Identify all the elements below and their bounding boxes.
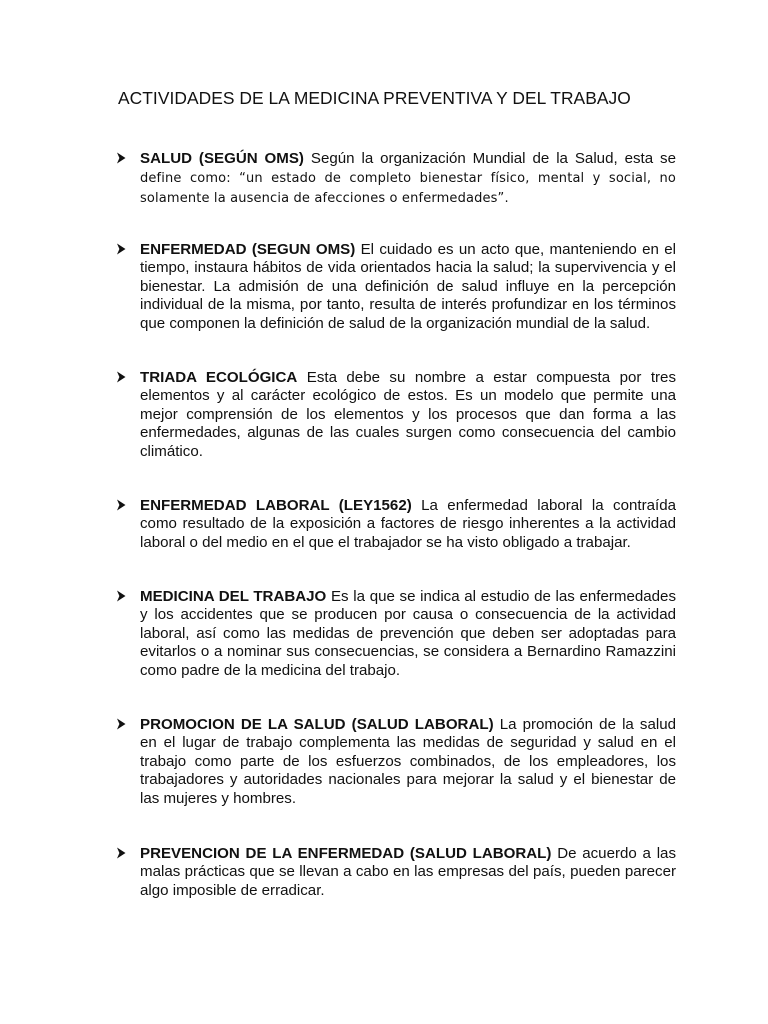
list-item-medicina-del-trabajo [116, 588, 676, 680]
arrowhead-bullet-icon [116, 152, 126, 164]
term-label: PROMOCION DE LA SALUD (SALUD LABORAL) [140, 716, 494, 733]
list-item-prevencion-de-la-enfermedad [116, 845, 676, 900]
list-item-salud [116, 150, 676, 208]
list-item-text [140, 369, 676, 461]
definition-text: Esta debe su nombre a estar compuesta por tres elementos y al carácter ecológico de estos. Es un modelo que permite una mejor comprensión de los elementos y los procesos que dan forma a las enfermedades, algunas de las cuales surgen como consecuencia del cambio climático. [140, 369, 676, 460]
definition-text: El cuidado es un acto que, manteniendo en el tiempo, instaura hábitos de vida orientados hacia la salud; la supervivencia y el bienestar. La admisión de una definición de salud influye en la percepción individual de la misma, por tanto, resulta de interés profundizar en los términos que componen la definición de salud de la organización mundial de la salud. [140, 241, 677, 332]
arrowhead-bullet-icon [116, 847, 126, 859]
term-label: ENFERMEDAD (SEGUN OMS) [140, 241, 356, 258]
list-item-enfermedad [116, 241, 676, 333]
list-item-text [140, 845, 676, 900]
arrowhead-bullet-icon [116, 371, 126, 383]
list-item-enfermedad-laboral [116, 497, 676, 552]
list-item-text [140, 497, 676, 552]
list-item-promocion-de-la-salud [116, 716, 676, 808]
term-label: PREVENCION DE LA ENFERMEDAD (SALUD LABORAL) [140, 845, 552, 862]
definition-text: Es la que se indica al estudio de las enfermedades y los accidentes que se producen por causa o consecuencia de la actividad laboral, así como las medidas de prevención que deben ser adoptadas para evitarlos o a nominar sus consecuencias, se considera a Bernardino Ramazzini como padre de la medicina del trabajo. [140, 588, 676, 679]
list-item-triada-ecologica [116, 369, 676, 461]
definition-text: Según la organización Mundial de la Salud, esta se [303, 150, 677, 167]
definition-text: La enfermedad laboral la contraída como resultado de la exposición a factores de riesgo inherentes a la actividad laboral o del medio en el que el trabajador se ha visto obligado a trabajar. [140, 497, 676, 551]
term-label: ENFERMEDAD LABORAL (LEY1562) [140, 497, 412, 514]
list-item-text [140, 241, 676, 333]
arrowhead-bullet-icon [116, 590, 126, 602]
document-title: ACTIVIDADES DE LA MEDICINA PREVENTIVA Y DEL TRABAJO [118, 88, 631, 108]
arrowhead-bullet-icon [116, 243, 126, 255]
term-label: SALUD (SEGÚN OMS) [140, 150, 304, 167]
term-label: TRIADA ECOLÓGICA [140, 369, 298, 386]
definition-quote: define como: “un estado de completo bienestar físico, mental y social, no solamente la ausencia de afecciones o enfermedades”. [140, 171, 676, 206]
list-item-text [140, 150, 676, 208]
list-item-text [140, 588, 676, 680]
definition-text: La promoción de la salud en el lugar de trabajo complementa las medidas de seguridad y salud en el trabajo como parte de los esfuerzos combinados, de los empleadores, los trabajadores y autoridades nacionales para mejorar la salud y el bienestar de las mujeres y hombres. [140, 716, 676, 807]
definition-text: De acuerdo a las malas prácticas que se llevan a cabo en las empresas del país, pueden parecer algo imposible de erradicar. [140, 845, 676, 899]
term-label: MEDICINA DEL TRABAJO [140, 588, 327, 605]
list-item-text [140, 716, 676, 808]
arrowhead-bullet-icon [116, 499, 126, 511]
arrowhead-bullet-icon [116, 718, 126, 730]
